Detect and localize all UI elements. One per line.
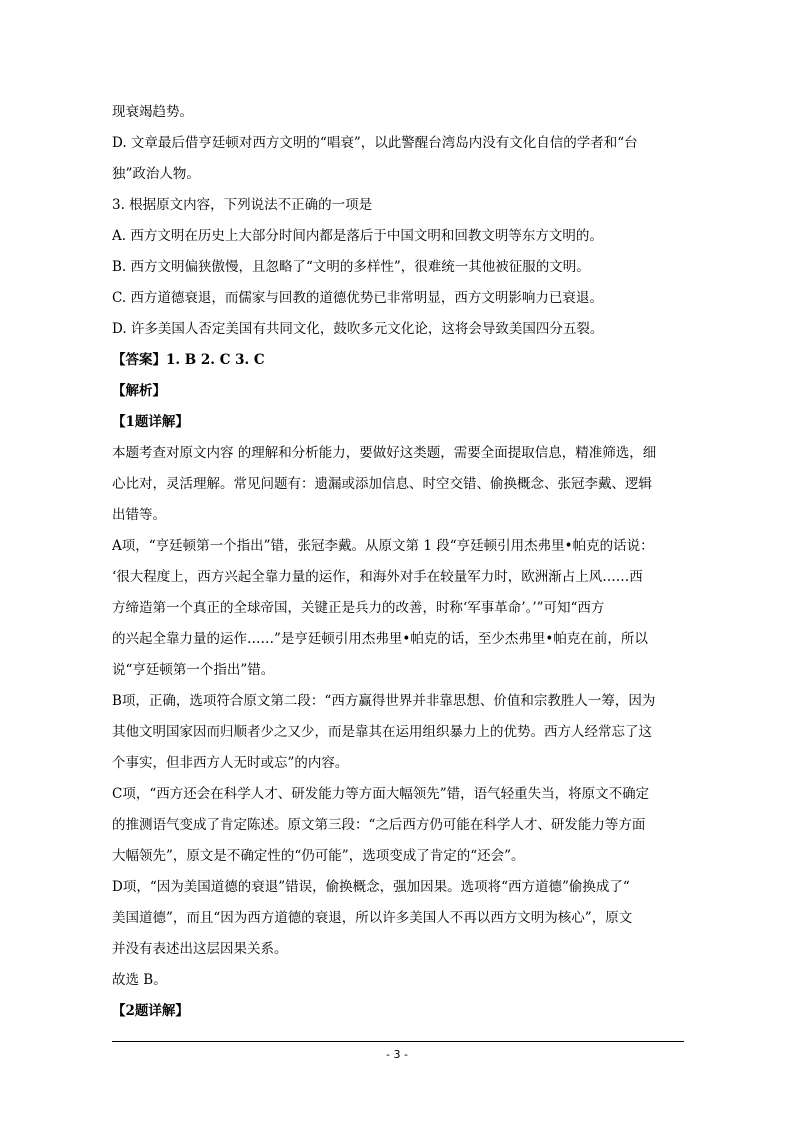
item-d-analysis: D项，“因为美国道德的衰退”错误，偷换概念，强加因果。选项将“西方道德”偷换成了“: [112, 879, 630, 895]
text-line: 其他文明国家因而归顺者少之又少，而是靠其在运用组织暴力上的优势。西方人经常忘了这: [112, 724, 652, 740]
q1-detail-heading: 【1题详解】: [112, 414, 189, 430]
option-d-line: D. 文章最后借亨廷顿对西方文明的“唱衰”，以此警醒台湾岛内没有文化自信的学者和“台: [112, 135, 638, 151]
text-line: 的推测语气变成了肯定陈述。原文第三段：“之后西方仍可能在科学人才、研发能力等方面: [112, 817, 646, 833]
item-c-analysis: C项，“西方还会在科学人才、研发能力等方面大幅领先”错，语气轻重失当，将原文不确定: [112, 786, 650, 802]
option-d: D. 许多美国人否定美国有共同文化，鼓吹多元文化论，这将会导致美国四分五裂。: [112, 321, 604, 337]
text-line: 方缔造第一个真正的全球帝国，关键正是兵力的改善，时称‘军事革命’。’”可知“西方: [112, 600, 605, 616]
text-line: ‘很大程度上，西方兴起全靠力量的运作，和海外对手在较量军力时，欧洲渐占上风……西: [112, 569, 643, 585]
item-a-analysis: A项，“亨廷顿第一个指出”错，张冠李戴。从原文第 1 段“亨廷顿引用杰弗里•帕克的话说：: [112, 538, 654, 554]
answer-heading: 【答案】1. B 2. C 3. C: [112, 352, 265, 368]
text-line: 的兴起全靠力量的运作……”是亨廷顿引用杰弗里•帕克的话，至少杰弗里•帕克在前，所以: [112, 631, 648, 647]
option-b: B. 西方文明偏狭傲慢，且忽略了“文明的多样性”，很难统一其他被征服的文明。: [112, 259, 590, 275]
page-number: - 3 -: [386, 1048, 408, 1061]
text-line: 说“亨廷顿第一个指出”错。: [112, 662, 275, 678]
text-line: 本题考查对原文内容 的理解和分析能力，要做好这类题，需要全面提取信息，精准筛选，细: [112, 445, 657, 461]
document-body: [112, 97, 684, 1027]
text-line: 个事实，但非西方人无时或忘”的内容。: [112, 755, 349, 771]
option-a: A. 西方文明在历史上大部分时间内都是落后于中国文明和回教文明等东方文明的。: [112, 228, 603, 244]
footer-divider: [112, 1041, 684, 1042]
option-c: C. 西方道德衰退，而儒家与回教的道德优势已非常明显，西方文明影响力已衰退。: [112, 290, 603, 306]
item-b-analysis: B项，正确，选项符合原文第二段：“西方赢得世界并非靠思想、价值和宗教胜人一筹，因为: [112, 693, 656, 709]
conclusion-line: 故选 B。: [112, 972, 167, 988]
q2-detail-heading: 【2题详解】: [112, 1003, 189, 1019]
text-line: 独”政治人物。: [112, 166, 200, 182]
question-3: 3. 根据原文内容，下列说法不正确的一项是: [112, 197, 373, 213]
text-line: 现衰竭趋势。: [112, 104, 193, 120]
analysis-heading: 【解析】: [112, 383, 166, 399]
text-line: 并没有表述出这层因果关系。: [112, 941, 288, 957]
text-line: 心比对，灵活理解。常见问题有：遗漏或添加信息、时空交错、偷换概念、张冠李戴、逻辑: [112, 476, 652, 492]
text-line: 出错等。: [112, 507, 166, 523]
text-line: 大幅领先”，原文是不确定性的“仍可能”，选项变成了肯定的“还会”。: [112, 848, 525, 864]
text-line: 美国道德”，而且“因为西方道德的衰退，所以许多美国人不再以西方文明为核心”，原文: [112, 910, 633, 926]
